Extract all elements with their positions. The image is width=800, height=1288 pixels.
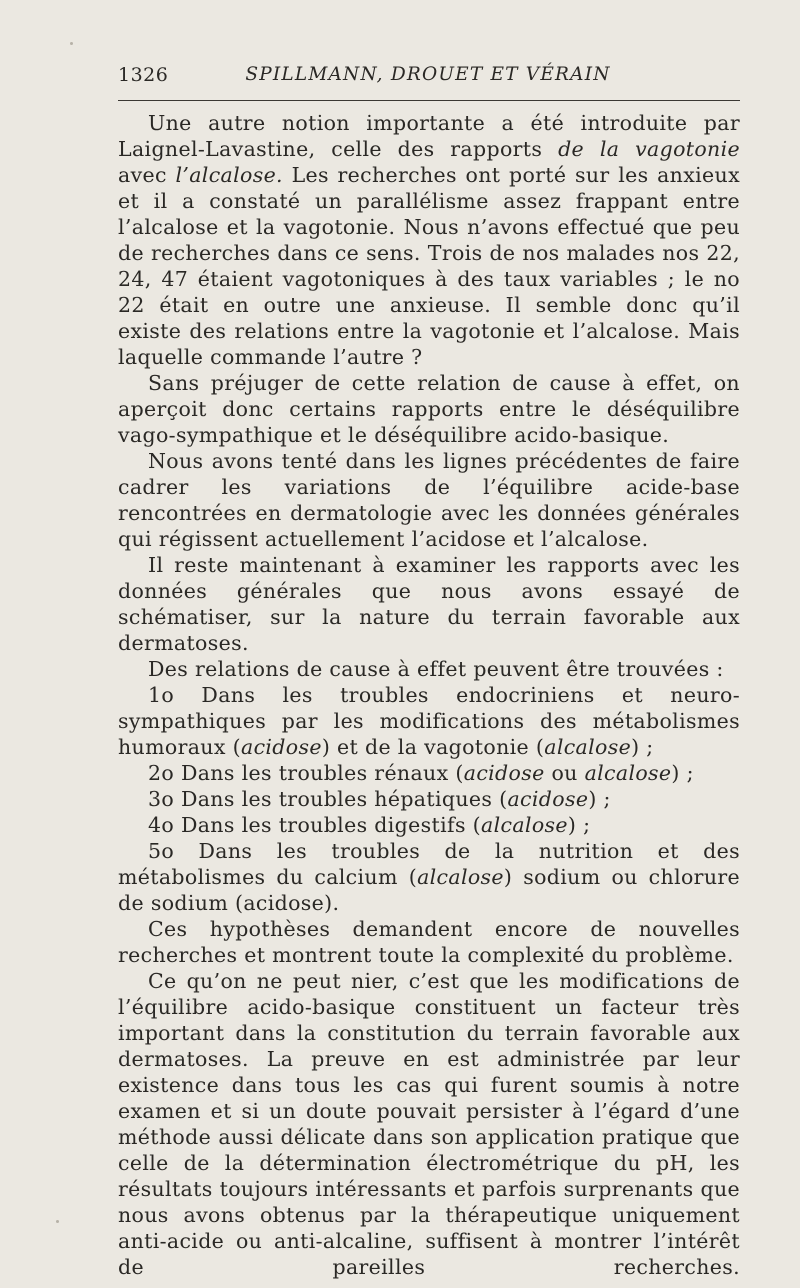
list-item-paragraph: 2o Dans les troubles rénaux (acidose ou alcalose) ; xyxy=(148,761,694,785)
list-item-paragraph: 5o Dans les troubles de la nutrition et des métabolismes du calcium (alcalose) sodium ou chlorure de sodium (acidose). xyxy=(118,839,741,915)
paragraph: Il reste maintenant à examiner les rapports avec les données générales que nous avons essayé de schématiser, sur la nature du terrain favorable aux dermatoses. xyxy=(118,553,740,655)
page-header xyxy=(118,64,738,90)
paragraph: Des relations de cause à effet peuvent être trouvées : xyxy=(148,657,724,681)
paragraph: Sans préjuger de cette relation de cause à effet, on aperçoit donc certains rapports entre le déséquilibre vago-sympathique et le déséquilibre acido-basique. xyxy=(118,371,740,447)
running-title: SPILLMANN, DROUET ET VÉRAIN xyxy=(245,64,611,85)
italic-term: alcalose xyxy=(584,761,672,785)
paragraph: Nous avons tenté dans les lignes précédentes de faire cadrer les variations de l’équilibre acide-base rencontrées en dermatologie avec les données générales qui régissent actuellement l’acidose et l’alcalose. xyxy=(118,449,740,551)
italic-term: alcalose xyxy=(417,865,504,889)
page-number: 1326 xyxy=(118,64,169,86)
list-item-paragraph: 1o Dans les troubles endocriniens et neuro-sympathiques par les modifications des métabolismes humoraux (acidose) et de la vagotonie (alcalose) ; xyxy=(118,683,740,759)
italic-term: acidose xyxy=(241,735,322,759)
italic-term: l’alcalose. xyxy=(175,163,283,187)
header-rule xyxy=(118,100,740,101)
list-item-paragraph: 3o Dans les troubles hépatiques (acidose) ; xyxy=(148,787,611,811)
italic-term: acidose xyxy=(507,787,589,811)
italic-term: alcalose xyxy=(544,735,632,759)
body-text xyxy=(118,110,740,1280)
italic-term: acidose xyxy=(463,761,545,785)
paragraph: Ces hypothèses demandent encore de nouvelles recherches et montrent toute la complexité du problème. xyxy=(118,917,740,967)
paper-speck xyxy=(56,1220,59,1223)
paragraph: Ce qu’on ne peut nier, c’est que les modifications de l’équilibre acido-basique constituent un facteur très important dans la constitution du terrain favorable aux dermatoses. La preuve en est administrée par leur existence dans tous les cas qui furent soumis à notre examen et si un doute pouvait persister à l’égard d’une méthode aussi délicate dans son application pratique que celle de la détermination électrométrique du pH, les résultats toujours intéressants et parfois surprenants que nous avons obtenus par la thérapeutique uniquement anti-acide ou anti-alcaline, suffisent à montrer l’intérêt de pareilles recherches. xyxy=(118,969,740,1279)
paragraph: Une autre notion importante a été introduite par Laignel-Lavastine, celle des rapports de la vagotonie avec l’alcalose. Les recherches ont porté sur les anxieux et il a constaté un parallélisme assez frappant entre l’alcalose et la vagotonie. Nous n’avons effectué que peu de recherches dans ce sens. Trois de nos malades nos 22, 24, 47 étaient vagotoniques à des taux variables ; le no 22 était en outre une anxieuse. Il semble donc qu’il existe des relations entre la vagotonie et l’alcalose. Mais laquelle commande l’autre ? xyxy=(118,111,740,369)
italic-term: de la vagotonie xyxy=(558,137,740,161)
list-item-paragraph: 4o Dans les troubles digestifs (alcalose) ; xyxy=(148,813,591,837)
paper-speck xyxy=(70,42,73,45)
italic-term: alcalose xyxy=(481,813,568,837)
